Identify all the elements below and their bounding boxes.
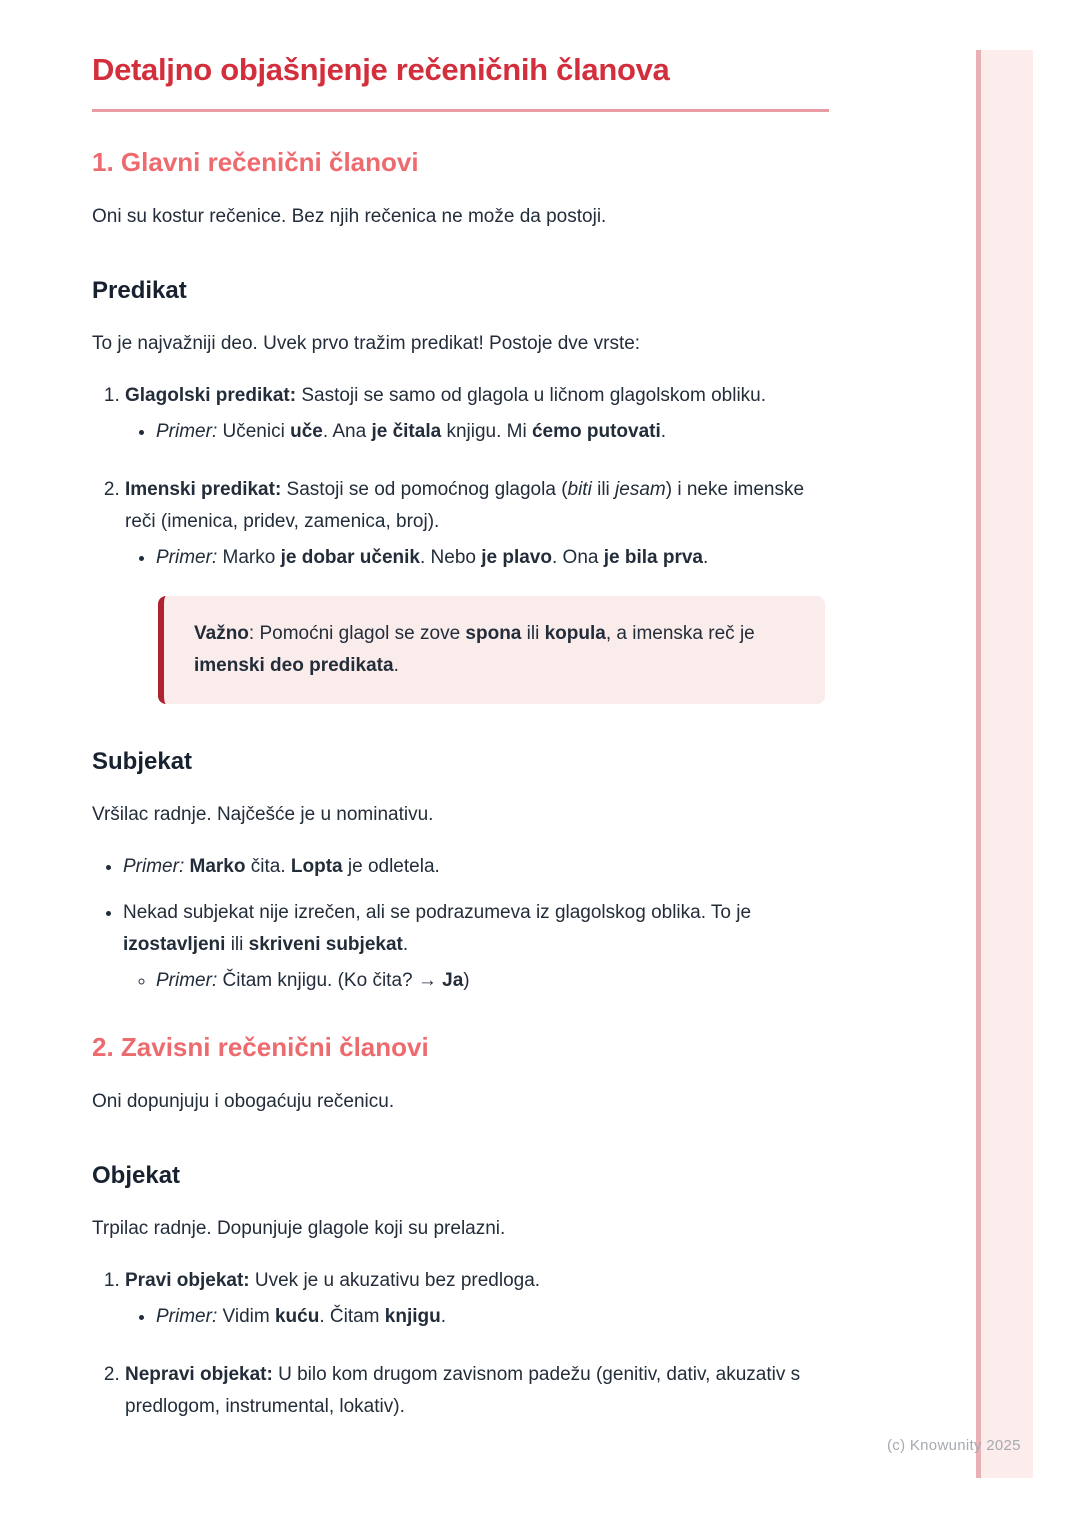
page-edge-strip [976,50,1033,1478]
subjekat-list [92,851,829,997]
list-item-text: Glagolski predikat: Sastoji se samo od glagola u ličnom glagolskom obliku. [125,385,767,406]
list-item-text: Nekad subjekat nije izrečen, ali se podrazumeva iz glagolskog oblika. To je izostavljeni ili skriveni subjekat. [123,902,752,955]
list-item [125,1265,829,1333]
example-list [125,416,829,448]
section2-intro: Oni dopunjuju i obogaćuju rečenicu. [92,1091,395,1112]
list-item [125,1359,829,1423]
objekat-intro: Trpilac radnje. Dopunjuje glagole koji su prelazni. [92,1218,506,1239]
footer-credit: (c) Knowunity 2025 [887,1437,1021,1454]
list-item [125,474,829,574]
subheading-objekat: Objekat [92,1162,181,1189]
list-item-text: Pravi objekat: Uvek je u akuzativu bez predloga. [125,1270,541,1291]
example-list [125,542,829,574]
example-list [123,965,829,997]
section-heading-zavisni: 2. Zavisni rečenični članovi [92,1032,429,1062]
page-title: Detaljno objašnjenje rečeničnih članova [92,50,829,112]
predikat-list [92,380,829,574]
list-item-text: Imenski predikat: Sastoji se od pomoćnog glagola (biti ili jesam) i neke imenske reči (imenica, pridev, zamenica, broj). [125,479,805,532]
subjekat-intro: Vršilac radnje. Najčešće je u nominativu. [92,804,434,825]
important-callout [158,596,825,704]
callout-text: Važno: Pomoćni glagol se zove spona ili kopula, a imenska reč je imenski deo predikata. [194,623,755,676]
section1-intro: Oni su kostur rečenice. Bez njih rečenica ne može da postoji. [92,206,607,227]
subheading-predikat: Predikat [92,277,187,304]
example-item: ◦ Primer: Čitam knjigu. (Ko čita? → Ja) [156,965,829,997]
predikat-intro: To je najvažniji deo. Uvek prvo tražim predikat! Postoje dve vrste: [92,333,641,354]
subheading-subjekat: Subjekat [92,748,193,775]
document-content [92,0,829,1423]
list-item [123,897,829,997]
list-item-text: Nepravi objekat: U bilo kom drugom zavisnom padežu (genitiv, dativ, akuzativ s predlogom, instrumental, lokativ). [125,1364,801,1417]
example-list [125,1301,829,1333]
example-item: • Primer: Marko je dobar učenik. Nebo je plavo. Ona je bila prva. [156,542,829,574]
section-heading-glavni: 1. Glavni rečenični članovi [92,147,419,177]
example-item: • Primer: Učenici uče. Ana je čitala knjigu. Mi ćemo putovati. [156,416,829,448]
list-item: • Primer: Marko čita. Lopta je odletela. [123,851,829,883]
list-item [125,380,829,448]
objekat-list [92,1265,829,1423]
example-item: • Primer: Vidim kuću. Čitam knjigu. [156,1301,829,1333]
